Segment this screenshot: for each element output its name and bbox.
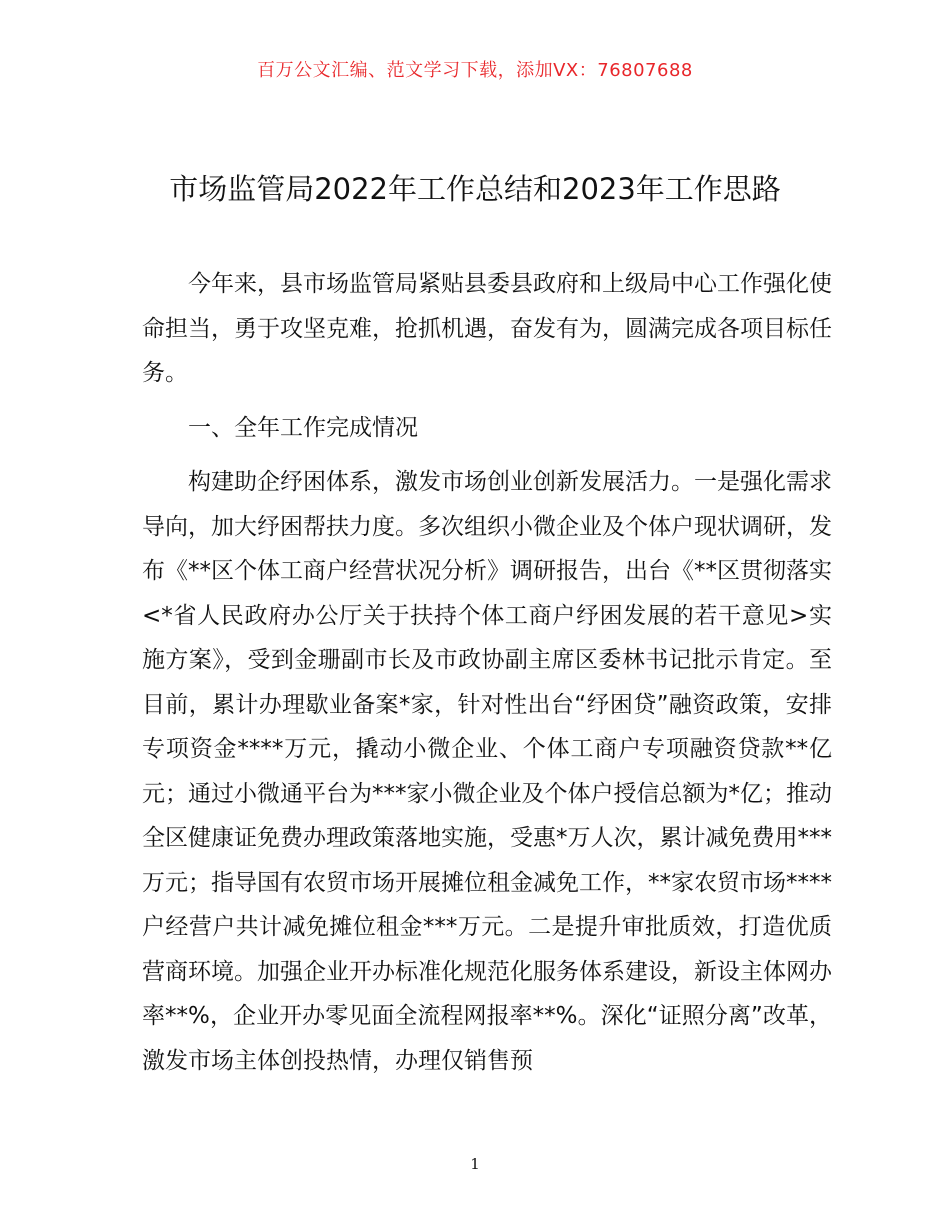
document-body <box>142 262 832 1083</box>
body-paragraph: 构建助企纾困体系，激发市场创业创新发展活力。一是强化需求导向，加大纾困帮扶力度。多次组织小微企业及个体户现状调研，发布《**区个体工商户经营状况分析》调研报告，出台《**区贯彻落实<*省人民政府办公厅关于扶持个体工商户纾困发展的若干意见>实施方案》，受到金珊副市长及市政协副主席区委林书记批示肯定。至目前，累计办理歇业备案*家，针对性出台“纾困贷”融资政策，安排专项资金****万元，撬动小微企业、个体工商户专项融资贷款**亿元；通过小微通平台为***家小微企业及个体户授信总额为*亿；推动全区健康证免费办理政策落地实施，受惠*万人次，累计减免费用***万元；指导国有农贸市场开展摊位租金减免工作，**家农贸市场****户经营户共计减免摊位租金***万元。二是提升审批质效，打造优质营商环境。加强企业开办标准化规范化服务体系建设，新设主体网办率**%，企业开办零见面全流程网报率**%。深化“证照分离”改革，激发市场主体创投热情，办理仅销售预 <box>142 469 832 1074</box>
section-heading: 一、全年工作完成情况 <box>188 414 418 441</box>
page-number: 1 <box>470 1155 480 1173</box>
document-title: 市场监管局2022年工作总结和2023年工作思路 <box>169 172 781 206</box>
intro-paragraph: 今年来，县市场监管局紧贴县委县政府和上级局中心工作强化使命担当，勇于攻坚克难，抢抓机遇，奋发有为，圆满完成各项目标任务。 <box>142 271 832 386</box>
header-note: 百万公文汇编、范文学习下载，添加VX：76807688 <box>257 60 693 81</box>
